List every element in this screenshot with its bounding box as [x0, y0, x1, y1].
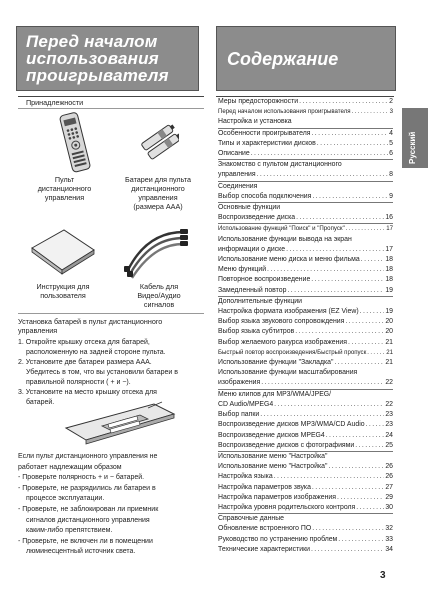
toc-leader-dots [348, 338, 384, 348]
toc-leader-dots [326, 431, 385, 441]
toc-leader-dots [346, 224, 385, 234]
toc-leader-dots [261, 378, 384, 388]
toc-entry-title: Воспроизведение дисков MP3/WMA/CD Audio [218, 421, 365, 429]
battery-steps [18, 338, 203, 408]
toc-leader-dots [257, 170, 389, 180]
toc-entry [218, 390, 393, 400]
toc-entry-title: Перед началом использования проигрывателя [218, 108, 351, 116]
toc-leader-dots [274, 400, 384, 410]
toc-entry-page: 5 [389, 139, 393, 147]
toc-entry-title: Знакомство с пультом дистанционного [218, 161, 342, 169]
step-line: 1. Откройте крышку отсека для батарей, [18, 339, 150, 346]
step-line: правильной полярности ( + и −). [26, 379, 131, 386]
toc-entry-title: Меры предосторожности [218, 98, 299, 105]
toc-entry [218, 327, 393, 337]
caption-line: дистанционного [131, 184, 185, 193]
toc-entry-title: Замедленный повтор [218, 286, 287, 294]
toc-entry-title: Меню функций [218, 266, 267, 274]
toc-entry [218, 545, 393, 555]
step-line: Убедитесь в том, что вы установили батареи в [26, 369, 179, 376]
toc-entry-page: 30 [385, 503, 393, 511]
toc-entry-title: Настройка формата изображения (EZ View) [218, 308, 359, 316]
toc-entry [218, 358, 393, 368]
toc-entry [218, 182, 393, 192]
toc-leader-dots [267, 265, 384, 275]
toc-entry-page: 20 [385, 318, 393, 326]
toc-leader-dots [352, 107, 389, 117]
toc-entry-title: Особенности проигрывателя [218, 129, 311, 137]
toc-entry [218, 348, 393, 358]
toc-entry [218, 338, 393, 348]
toc-entry-title: Воспроизведение дисков MPEG4 [218, 431, 325, 439]
toc-entry-page: 33 [385, 535, 393, 543]
toc-entry-page: 6 [389, 150, 393, 158]
toc-entry-title: Дополнительные функции [218, 297, 302, 305]
toc-entry-page: 17 [386, 225, 393, 233]
toc-entry-page: 24 [385, 431, 393, 439]
toc-entry-title: Воспроизведение диска [218, 214, 296, 222]
step-line: расположенную на задней стороне пульта. [26, 349, 166, 356]
toc-entry-page: 8 [389, 171, 393, 179]
toc-entry [218, 192, 393, 203]
toc-entry-page: 26 [385, 463, 393, 471]
toc-entry-page: 19 [385, 308, 393, 316]
toc-leader-dots [312, 192, 388, 202]
batteries-image [135, 114, 179, 164]
battery-compartment-image [62, 400, 178, 446]
toc-entry-title: Соединения [218, 182, 258, 190]
toc-entry-title: Основные функции [218, 204, 281, 212]
left-title-banner [16, 26, 199, 91]
toc-entry [218, 203, 393, 213]
step-line: батарей. [26, 399, 55, 406]
toc-entry-page: 22 [385, 400, 393, 408]
toc-entry-page: 32 [385, 525, 393, 533]
toc-entry-title: Выбор папки [218, 411, 260, 419]
trouble-line: - Проверьте полярность + и − батарей. [18, 474, 145, 482]
battery-install-heading [18, 317, 208, 335]
toc-entry [218, 97, 393, 107]
toc-entry-title: Воспроизведение дисков с фотографиями [218, 441, 355, 449]
toc-entry-page: 25 [385, 441, 393, 449]
toc-entry [218, 452, 393, 462]
toc-entry-title: Использование функций "Поиск" и "Пропуск" [218, 225, 345, 233]
toc-entry-page: 21 [385, 359, 393, 367]
toc-entry [218, 524, 393, 534]
toc-entry-page: 17 [385, 245, 393, 253]
toc-entry-page: 18 [385, 276, 393, 284]
toc-leader-dots [286, 245, 384, 255]
toc-entry-title: Использование функции "Закладка" [218, 359, 334, 367]
toc-entry-title: Технические характеристики [218, 545, 310, 553]
toc-entry [218, 265, 393, 275]
toc-entry [218, 462, 393, 472]
remote-control-image [56, 110, 96, 174]
toc-entry [218, 117, 393, 128]
trouble-line: процессе эксплуатации. [26, 495, 105, 503]
heading-line: управления [18, 326, 58, 335]
toc-entry [218, 493, 393, 503]
toc-entry-page: 23 [385, 411, 393, 419]
toc-entry-page: 23 [385, 421, 393, 429]
user-manual-image [30, 226, 96, 278]
toc-entry [218, 107, 393, 117]
toc-leader-dots [338, 535, 384, 545]
toc-entry-title: управления [218, 171, 256, 179]
toc-leader-dots [251, 149, 388, 159]
toc-entry-title: CD Audio/MPEG4 [218, 400, 274, 408]
trouble-line: - Проверьте, не заблокирован ли приемник [18, 505, 159, 513]
toc-leader-dots [311, 545, 384, 555]
toc-entry [218, 378, 393, 389]
toc-entry-title: Настройка уровня родительского контроля [218, 503, 356, 511]
caption-line: Кабель для [139, 282, 179, 291]
page-number: 3 [380, 570, 386, 581]
toc-entry-title: Настройка языка [218, 473, 273, 481]
cable-caption [115, 282, 203, 309]
title-line: использования [26, 49, 159, 68]
trouble-line: каким-либо препятствием. [26, 527, 113, 535]
toc-leader-dots [334, 358, 384, 368]
toc-entry [218, 170, 393, 181]
toc-leader-dots [360, 307, 385, 317]
toc-entry [218, 224, 393, 234]
toc-entry-page: 21 [385, 338, 393, 346]
toc-entry-title: Повторное воспроизведение [218, 276, 311, 284]
toc-leader-dots [366, 420, 385, 430]
left-title [26, 33, 169, 84]
troubleshooting-list [18, 452, 203, 558]
table-of-contents [218, 97, 393, 555]
toc-entry [218, 213, 393, 224]
toc-leader-dots [287, 286, 384, 296]
toc-entry-title: Руководство по устранению проблем [218, 535, 338, 543]
toc-entry-page: 27 [385, 483, 393, 491]
caption-line: Батареи для пульта [125, 175, 191, 184]
toc-leader-dots [337, 493, 384, 503]
toc-entry-page: 18 [385, 256, 393, 264]
toc-entry-page: 16 [385, 214, 393, 222]
toc-entry-title: Выбор способа подключения [218, 192, 312, 200]
caption-line: управления [138, 193, 178, 202]
toc-entry [218, 307, 393, 317]
remote-caption [18, 175, 111, 202]
toc-leader-dots [299, 97, 388, 107]
divider [18, 313, 204, 314]
toc-entry-page: 2 [389, 98, 393, 105]
toc-entry-title: Быстрый повтор воспроизведения/Быстрый пропуск [218, 348, 367, 356]
caption-line: (размера AAA) [133, 202, 183, 211]
toc-entry [218, 410, 393, 420]
toc-entry [218, 400, 393, 410]
trouble-line: Если пульт дистанционного управления не [18, 453, 158, 460]
toc-entry [218, 317, 393, 327]
contents-title: Содержание [227, 49, 339, 69]
toc-entry-title: Настройка параметров звука [218, 483, 311, 491]
language-side-tab [402, 108, 428, 168]
toc-leader-dots [274, 472, 385, 482]
toc-entry-title: Меню клипов для MP3/WMA/JPEG/ [218, 390, 332, 398]
caption-line: пользователя [40, 291, 86, 300]
toc-entry [218, 129, 393, 139]
trouble-line: люминесцентный источник света. [26, 548, 136, 556]
toc-entry-title: Выбор языка звукового сопровождения [218, 318, 345, 326]
caption-line: Пульт [54, 175, 75, 184]
toc-entry-page: 22 [385, 379, 393, 387]
toc-leader-dots [367, 348, 385, 358]
toc-entry-title: Использование меню диска и меню фильма [218, 256, 360, 264]
title-line: Перед началом [26, 32, 158, 51]
toc-entry [218, 503, 393, 514]
toc-entry-title: информации о диске [218, 245, 286, 253]
toc-entry-page: 34 [385, 545, 393, 553]
toc-entry [218, 149, 393, 160]
toc-leader-dots [361, 255, 385, 265]
toc-entry-title: Настройка и установка [218, 118, 292, 126]
toc-leader-dots [311, 129, 388, 139]
side-tab-label: Русский [408, 131, 417, 164]
toc-entry-page: 20 [385, 328, 393, 336]
toc-leader-dots [311, 275, 384, 285]
toc-entry [218, 275, 393, 285]
toc-entry [218, 514, 393, 524]
toc-leader-dots [295, 327, 384, 337]
toc-leader-dots [356, 503, 384, 513]
toc-entry-title: Описание [218, 150, 250, 158]
toc-leader-dots [328, 462, 384, 472]
trouble-line: - Проверьте, не включен ли в помещении [18, 537, 153, 545]
toc-entry-title: Использование меню "Настройка" [218, 452, 328, 460]
divider [18, 96, 204, 97]
toc-entry [218, 472, 393, 482]
toc-leader-dots [355, 441, 384, 451]
toc-entry-title: Выбор языка субтитров [218, 328, 295, 336]
toc-entry-title: изображения [218, 379, 261, 387]
toc-entry-page: 9 [389, 192, 393, 200]
right-title-banner [216, 26, 396, 91]
manual-caption [18, 282, 108, 300]
toc-entry-title: Использование функции вывода на экран [218, 235, 352, 243]
caption-line: Видео/Аудио [137, 291, 181, 300]
toc-entry-page: 3 [389, 108, 393, 116]
accessories-heading: Принадлежности [26, 98, 84, 107]
toc-entry-page: 19 [385, 286, 393, 294]
batteries-caption [113, 175, 203, 211]
toc-entry [218, 441, 393, 452]
step-line: 2. Установите две батареи размера AAA. [18, 359, 152, 366]
caption-line: управления [44, 193, 85, 202]
toc-entry [218, 297, 393, 307]
trouble-line: сигналов дистанционного управления [26, 516, 150, 524]
toc-entry [218, 255, 393, 265]
caption-line: Инструкция для [36, 282, 90, 291]
toc-entry [218, 483, 393, 493]
toc-entry [218, 420, 393, 430]
divider [18, 108, 204, 109]
step-line: 3. Установите на место крышку отсека для [18, 389, 157, 396]
title-line: проигрывателя [26, 66, 169, 85]
toc-leader-dots [317, 139, 388, 149]
heading-line: Установка батарей в пульт дистанционного [18, 317, 163, 326]
toc-entry-title: Обновление встроенного ПО [218, 525, 312, 533]
toc-entry-page: 26 [385, 473, 393, 481]
toc-entry [218, 160, 393, 170]
toc-entry-page: 29 [385, 493, 393, 501]
toc-entry-title: Использование меню "Настройка" [218, 463, 328, 471]
caption-line: дистанционного [37, 184, 92, 193]
toc-entry-page: 4 [389, 129, 393, 137]
toc-entry [218, 139, 393, 149]
trouble-line: - Проверьте, не разрядились ли батареи в [18, 484, 156, 492]
toc-entry-page: 18 [385, 266, 393, 274]
toc-entry-title: Настройка параметров изображения [218, 493, 337, 501]
toc-entry [218, 368, 393, 378]
toc-entry [218, 245, 393, 255]
toc-entry [218, 535, 393, 545]
toc-leader-dots [312, 524, 384, 534]
toc-entry [218, 431, 393, 441]
toc-entry-title: Справочные данные [218, 515, 284, 523]
toc-entry-title: Использование функции масштабирования [218, 369, 358, 377]
toc-entry-page: 21 [386, 348, 393, 356]
toc-leader-dots [345, 317, 384, 327]
toc-leader-dots [296, 213, 384, 223]
toc-entry [218, 286, 393, 297]
toc-leader-dots [260, 410, 384, 420]
toc-entry-title: Выбор желаемого ракурса изображения [218, 338, 348, 346]
toc-entry [218, 235, 393, 245]
av-cable-image [122, 222, 190, 280]
caption-line: сигналов [143, 300, 175, 309]
toc-leader-dots [312, 483, 384, 493]
toc-entry-title: Типы и характеристики дисков [218, 139, 316, 147]
trouble-line: работает надлежащим образом [18, 463, 122, 471]
